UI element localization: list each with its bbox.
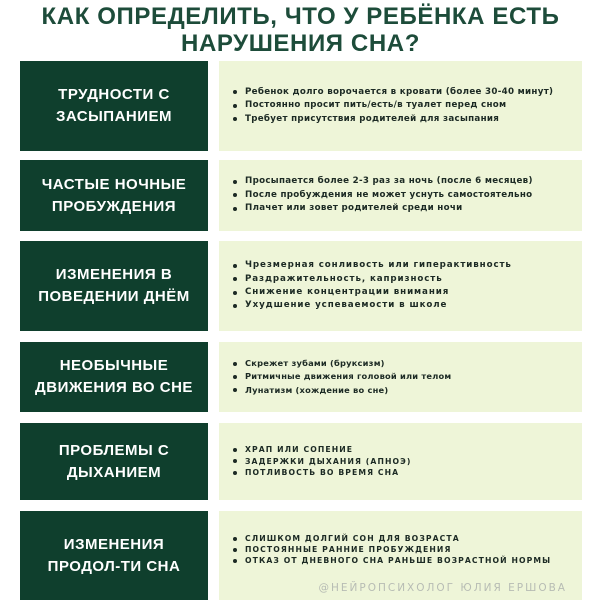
symptom-list [231,175,576,215]
section-label-line-2: ПРОБУЖДЕНИЯ [51,197,177,215]
list-item: Чрезмерная сонливость или гиперактивность [231,259,576,272]
section-label [20,342,208,412]
page-title [0,3,601,57]
list-item: ХРАП ИЛИ СОПЕНИЕ [231,444,576,455]
symptom-list [231,357,576,397]
section-label [20,61,208,151]
list-item: Снижение концентрации внимания [231,286,576,299]
author-signature: @НЕЙРОПСИХОЛОГ ЮЛИЯ ЕРШОВА [318,582,567,594]
list-item: Раздражительность, капризность [231,273,576,286]
section-label-line-1: ИЗМЕНЕНИЯ В [55,266,173,283]
list-item: ПОТЛИВОСТЬ ВО ВРЕМЯ СНА [231,467,576,478]
section-label-line-2: ЗАСЫПАНИЕМ [55,108,173,125]
section-label [20,241,208,331]
section-label-line-1: ПРОБЛЕМЫ С [58,441,170,459]
section-label-line-1: ТРУДНОСТИ С [58,86,170,103]
title-line-2: НАРУШЕНИЯ СНА? [181,30,420,57]
section-label-line-2: ПРОДОЛ-ТИ СНА [47,557,181,575]
section-symptoms-panel [219,241,582,331]
symptom-list [231,444,576,478]
section-label [20,160,208,231]
list-item: Ритмичные движения головой или телом [231,370,576,383]
section-label-line-1: НЕОБЫЧНЫЕ [59,357,169,374]
list-item: ОТКАЗ ОТ ДНЕВНОГО СНА РАНЬШЕ ВОЗРАСТНОЙ НОРМЫ [231,555,576,566]
list-item: После пробуждения не может уснуть самостоятельно [231,189,576,202]
section-symptoms-panel [219,423,582,500]
list-item: ЗАДЕРЖКИ ДЫХАНИЯ (АПНОЭ) [231,456,576,467]
list-item: Плачет или зовет родителей среди ночи [231,202,576,215]
list-item: Ребенок долго ворочается в кровати (более 30-40 минут) [231,86,576,99]
symptom-list [231,533,576,567]
section-label-line-2: ДВИЖЕНИЯ ВО СНЕ [35,379,193,396]
section-label-line-1: ИЗМЕНЕНИЯ [63,535,165,553]
list-item: ПОСТОЯННЫЕ РАННИЕ ПРОБУЖДЕНИЯ [231,544,576,555]
section-label-line-1: ЧАСТЫЕ НОЧНЫЕ [41,175,187,193]
section-symptoms-panel [219,160,582,231]
list-item: Ухудшение успеваемости в школе [231,299,576,312]
title-line-1: КАК ОПРЕДЕЛИТЬ, ЧТО У РЕБЁНКА ЕСТЬ [41,3,560,30]
section-symptoms-panel [219,61,582,151]
list-item: Скрежет зубами (бруксизм) [231,357,576,370]
list-item: Требует присутствия родителей для засыпания [231,113,576,126]
section-label [20,423,208,500]
list-item: Просыпается более 2-3 раз за ночь (после 6 месяцев) [231,175,576,188]
section-label [20,511,208,600]
list-item: Лунатизм (хождение во сне) [231,384,576,397]
list-item: СЛИШКОМ ДОЛГИЙ СОН ДЛЯ ВОЗРАСТА [231,533,576,544]
section-label-line-2: ПОВЕДЕНИИ ДНЁМ [38,288,190,305]
symptom-list [231,86,576,126]
symptom-list [231,259,576,313]
list-item: Постоянно просит пить/есть/в туалет перед сном [231,99,576,112]
section-symptoms-panel [219,342,582,412]
section-label-line-2: ДЫХАНИЕМ [66,463,162,481]
